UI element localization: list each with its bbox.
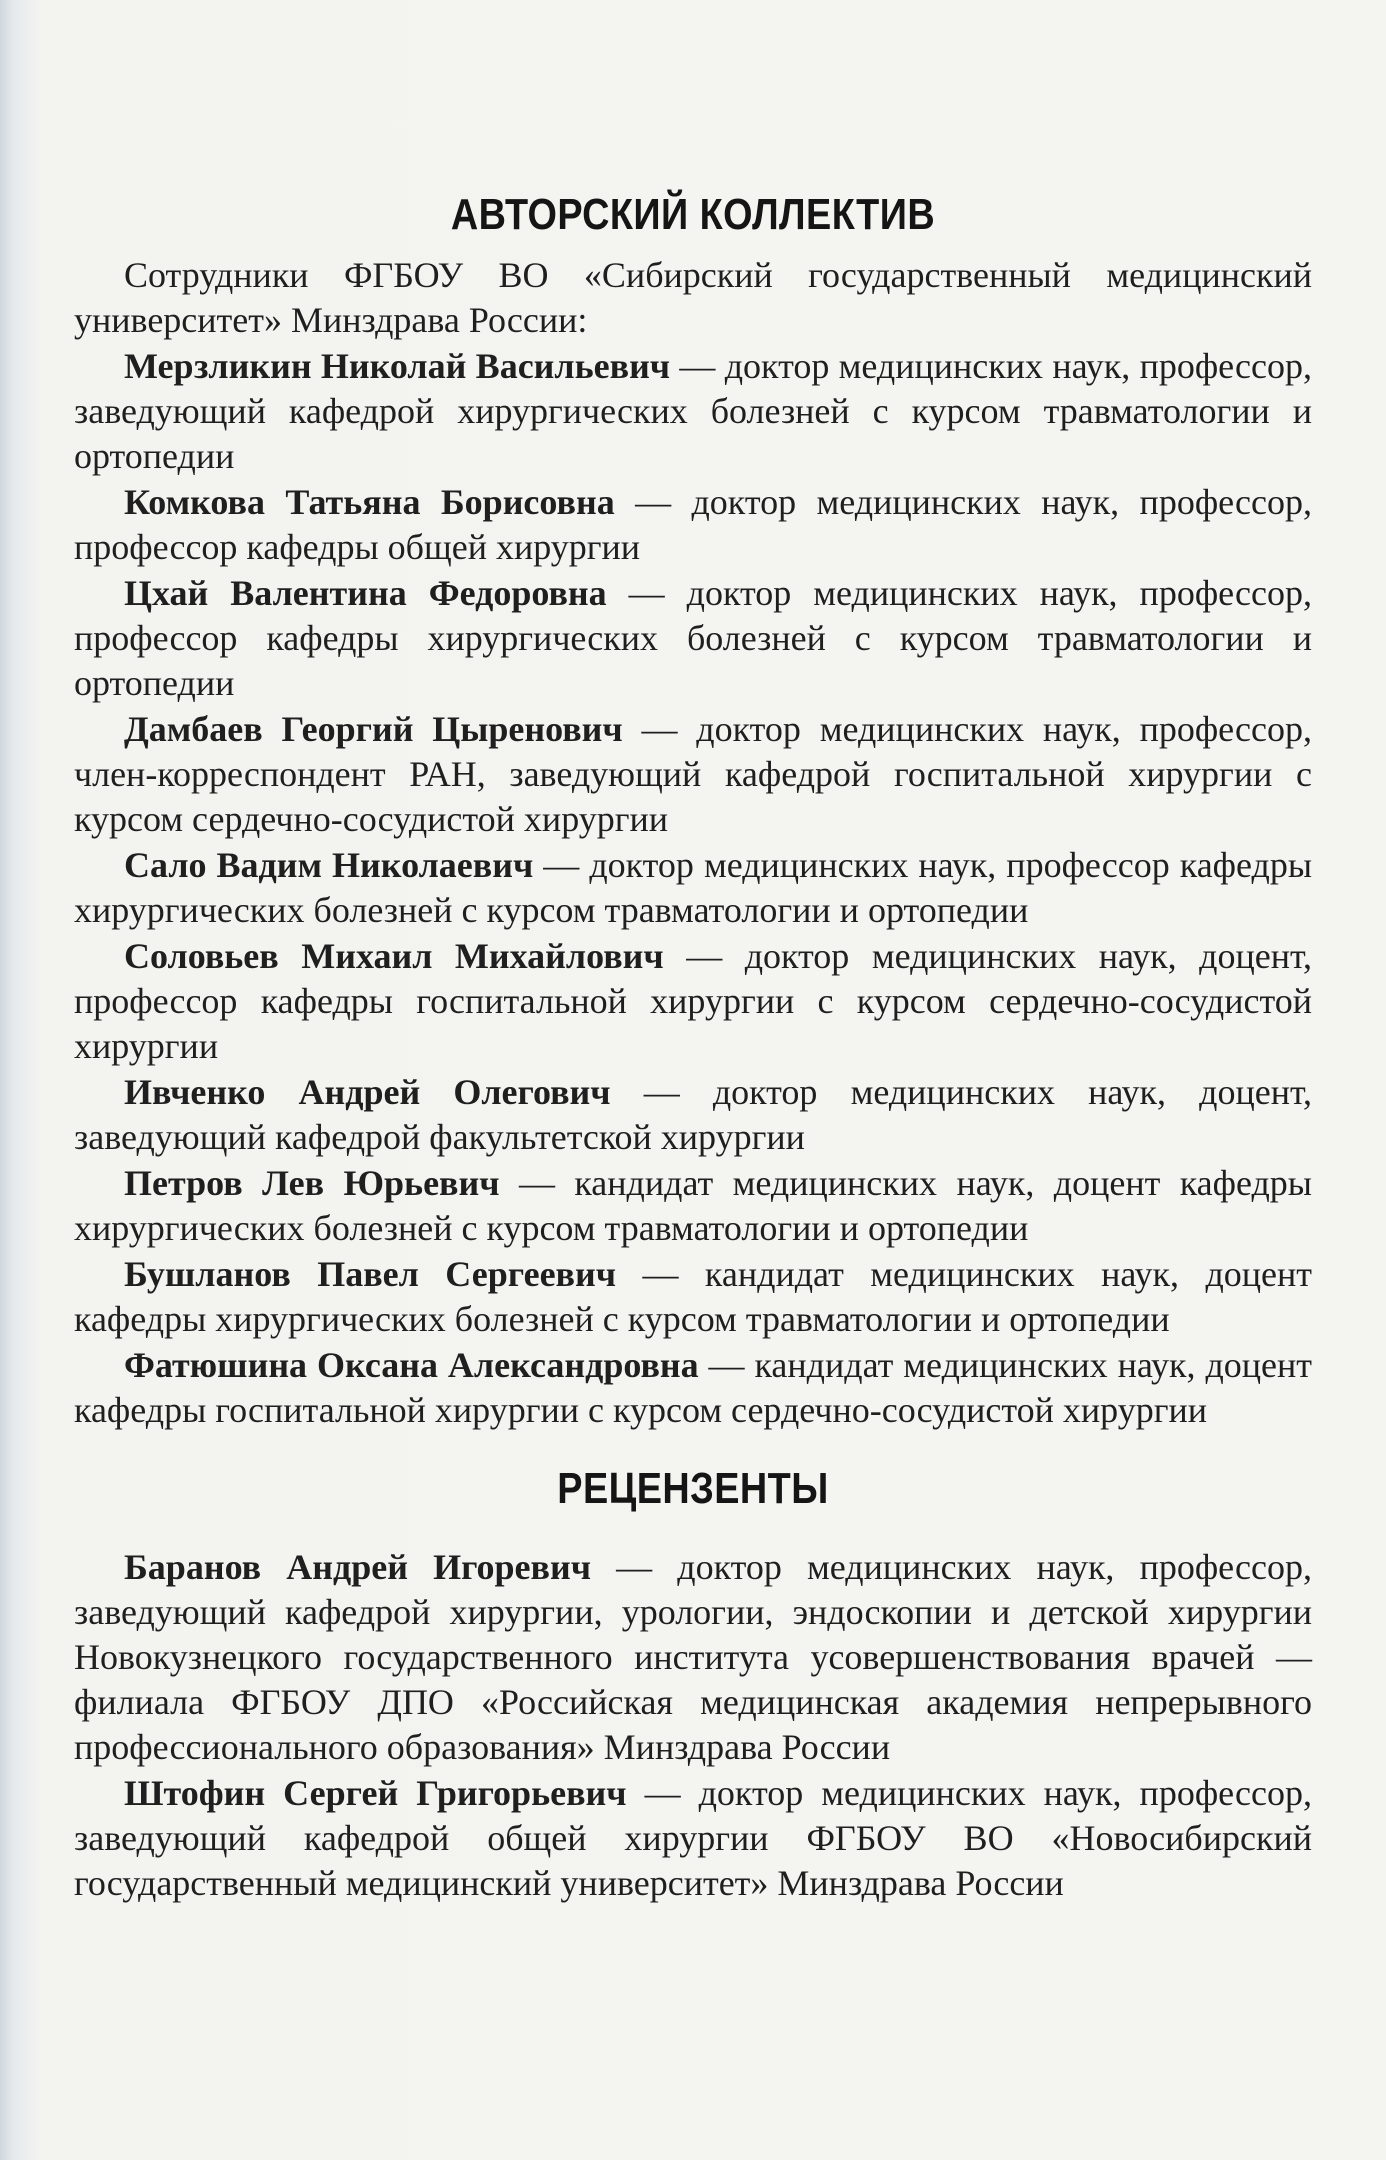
author-entry [74, 1343, 1312, 1433]
author-name: Соловьев Михаил Михайлович [124, 936, 664, 976]
author-description: — доктор медицинских наук, доцент, заведующий кафедрой факультетской хирургии [74, 1072, 1313, 1157]
author-entry [74, 1070, 1312, 1160]
author-name: Ивченко Андрей Олегович [124, 1072, 611, 1112]
author-entry [74, 707, 1312, 842]
intro-paragraph: Сотрудники ФГБОУ ВО «Сибирский государственный медицинский университет» Минздрава России: [74, 255, 1312, 340]
author-name: Цхай Валентина Федоровна [124, 573, 607, 613]
reviewer-entry [74, 1545, 1312, 1770]
authors-heading: АВТОРСКИЙ КОЛЛЕКТИВ [450, 190, 936, 239]
reviewer-name: Штофин Сергей Григорьевич [124, 1773, 627, 1813]
author-description: — доктор медицинских наук, профессор кафедры хирургических болезней с курсом травматологии и ортопедии [74, 845, 1313, 930]
reviewer-name: Баранов Андрей Игоревич [124, 1547, 592, 1587]
author-name: Бушланов Павел Сергеевич [124, 1254, 617, 1294]
page-content [74, 185, 1312, 1907]
author-entry [74, 1161, 1312, 1251]
author-entry [74, 843, 1312, 933]
author-entry [74, 934, 1312, 1069]
author-description: — доктор медицинских наук, профессор, заведующий кафедрой хирургических болезней с курсом травматологии и ортопедии [74, 346, 1312, 476]
author-entry [74, 571, 1312, 706]
author-entry [74, 1252, 1312, 1342]
reviewers-heading: РЕЦЕНЗЕНТЫ [557, 1464, 829, 1513]
author-description: — кандидат медицинских наук, доцент кафедры хирургических болезней с курсом травматологии и ортопедии [74, 1254, 1312, 1339]
author-name: Комкова Татьяна Борисовна [124, 482, 615, 522]
reviewer-description: — доктор медицинских наук, профессор, заведующий кафедрой хирургии, урологии, эндоскопии и детской хирургии Новокузнецкого государственного института усовершенствования врачей — филиала ФГБОУ ДПО «Российская медицинская академия непрерывного профессионального образования» Минздрава России [74, 1547, 1312, 1767]
author-name: Сало Вадим Николаевич [124, 845, 534, 885]
author-name: Фатюшина Оксана Александровна [124, 1345, 699, 1385]
author-description: — кандидат медицинских наук, доцент кафедры госпитальной хирургии с курсом сердечно-сосудистой хирургии [74, 1345, 1312, 1430]
author-description: — доктор медицинских наук, профессор, профессор кафедры общей хирургии [74, 482, 1312, 567]
reviewer-entry [74, 1771, 1312, 1906]
author-name: Мерзликин Николай Васильевич [124, 346, 671, 386]
author-description: — кандидат медицинских наук, доцент кафедры хирургических болезней с курсом травматологии и ортопедии [74, 1163, 1312, 1248]
author-entry [74, 480, 1312, 570]
author-name: Дамбаев Георгий Цыренович [124, 709, 623, 749]
author-description: — доктор медицинских наук, профессор, профессор кафедры хирургических болезней с курсом травматологии и ортопедии [74, 573, 1312, 703]
author-name: Петров Лев Юрьевич [124, 1163, 500, 1203]
author-entry [74, 344, 1312, 479]
reviewer-description: — доктор медицинских наук, профессор, заведующий кафедрой общей хирургии ФГБОУ ВО «Новосибирский государственный медицинский университет» Минздрава России [74, 1773, 1312, 1903]
author-description: — доктор медицинских наук, профессор, член-корреспондент РАН, заведующий кафедрой госпитальной хирургии с курсом сердечно-сосудистой хирургии [74, 709, 1312, 839]
author-description: — доктор медицинских наук, доцент, профессор кафедры госпитальной хирургии с курсом сердечно-сосудистой хирургии [74, 936, 1312, 1066]
